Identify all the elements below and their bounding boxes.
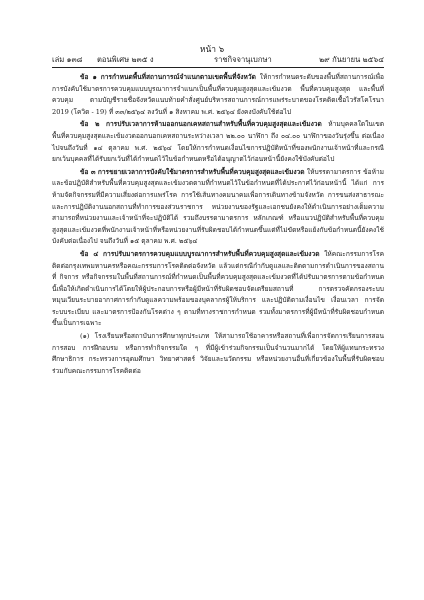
subclause-1-number: (๑)	[80, 332, 90, 341]
clause-3	[52, 167, 384, 248]
clause-4	[52, 249, 384, 330]
subclause-1	[52, 331, 384, 377]
header-gazette-name: ราชกิจจานุเบกษา	[214, 55, 272, 64]
header-volume: เล่ม ๑๓๘	[52, 55, 83, 64]
subclause-1-text: โรงเรียนหรือสถาบันการศึกษาทุกประเภท ให้สามารถใช้อาคารหรือสถานที่เพื่อการจัดการเรียนการสอน การสอบ การฝึกอบรม หรือการทำกิจกรรมใด ๆ ที่มีผู้เข้าร่วมกิจกรรมเป็นจำนวนมากได้ โดยให้ผู้แทนกระทรวงศึกษาธิการ กระทรวงการอุดมศึกษา วิทยาศาสตร์ วิจัยและนวัตกรรม หรือหน่วยงานอื่นที่เกี่ยวข้องในพื้นที่รับผิดชอบ ร่วมกับคณะกรรมการโรคติดต่อ	[52, 332, 384, 375]
clause-2-text: ห้ามบุคคลใดในเขตพื้นที่ควบคุมสูงสุดและเข้มงวดออกนอกเคหสถานระหว่างเวลา ๒๒.๐๐ นาฬิกา ถึง ๐๔.๐๐ นาฬิกาของวันรุ่งขึ้น ต่อเนื่องไปจนถึงวันที่ ๑๔ ตุลาคม พ.ศ. ๒๕๖๔ โดยให้การกำหนดเงื่อนไขการปฏิบัติหน้าที่ของพนักงานเจ้าหน้าที่และกรณียกเว้นบุคคลที่ได้รับยกเว้นที่ได้กำหนดไว้ในข้อกำหนดหรือได้อนุญาตไว้ก่อนหน้านี้ยังคงใช้บังคับต่อไป	[52, 120, 384, 164]
clause-3-text: ให้บรรดามาตรการ ข้อห้าม และข้อปฏิบัติสำหรับพื้นที่ควบคุมสูงสุดและเข้มงวดตามที่กำหนดไว้ในข้อกำหนดที่ได้ประกาศไว้ก่อนหน้านี้ ได้แก่ การห้ามจัดกิจกรรมที่มีความเสี่ยงต่อการแพร่โรค การใช้เส้นทางคมนาคมเพื่อการเดินทางข้ามจังหวัด การขนส่งสาธารณะ และการปฏิบัติงานนอกสถานที่ทำการของส่วนราชการ หน่วยงานของรัฐและเอกชนยังคงให้ดำเนินการอย่างเต็มความสามารถที่หน่วยงานและเจ้าหน้าที่จะปฏิบัติได้ รวมถึงบรรดามาตรการ หลักเกณฑ์ หรือแนวปฏิบัติสำหรับพื้นที่ควบคุมสูงสุดและเข้มงวดที่พนักงานเจ้าหน้าที่หรือหน่วยงานที่รับผิดชอบได้กำหนดขึ้นแต่ที่ไม่ขัดหรือแย้งกับข้อกำหนดนี้ยังคงใช้บังคับต่อเนื่องไป จนถึงวันที่ ๑๕ ตุลาคม พ.ศ. ๒๕๖๔	[52, 167, 384, 246]
clause-4-title: การปรับมาตรการควบคุมแบบบูรณาการสำหรับพื้นที่ควบคุมสูงสุดและเข้มงวด	[103, 249, 320, 258]
header-part: ตอนพิเศษ ๒๓๕ ง	[97, 55, 154, 64]
document-body	[52, 72, 384, 377]
clause-2-number: ข้อ ๒	[80, 120, 100, 129]
clause-1	[52, 72, 384, 118]
clause-2	[52, 119, 384, 165]
clause-4-number: ข้อ ๔	[80, 249, 99, 258]
clause-3-number: ข้อ ๓	[80, 167, 96, 176]
header-divider	[52, 67, 384, 68]
clause-1-title: การกำหนดพื้นที่สถานการณ์จำแนกตามเขตพื้นที่จังหวัด	[100, 73, 256, 81]
clause-1-number: ข้อ ๑	[80, 73, 97, 81]
page-number: หน้า ๖	[199, 45, 225, 55]
clause-1-text: ให้การกำหนดระดับของพื้นที่สถานการณ์เพื่อการบังคับใช้มาตรการควบคุมแบบบูรณาการจำแนกเป็นพื้นที่ควบคุมสูงสุดและเข้มงวด พื้นที่ควบคุมสูงสุด และพื้นที่ควบคุม ตามบัญชีรายชื่อจังหวัดแนบท้ายคำสั่งศูนย์บริหารสถานการณ์การแพร่ระบาดของโรคติดเชื้อไวรัสโคโรนา 2019 (โควิด - 19) ที่ ๓๓/๒๕๖๔ ลงวันที่ ๑ สิงหาคม พ.ศ. ๒๕๖๔ ยังคงบังคับใช้ต่อไป	[52, 73, 384, 116]
clause-4-text: ให้คณะกรรมการโรคติดต่อกรุงเทพมหานครหรือคณะกรรมการโรคติดต่อจังหวัด แล้วแต่กรณีกำกับดูแลและติดตามการดำเนินการของสถานที่ กิจการ หรือกิจกรรมในพื้นที่สถานการณ์ที่กำหนดเป็นพื้นที่ควบคุมสูงสุดและเข้มงวดที่ได้ปรับมาตรการตามข้อกำหนดนี้เพื่อให้เกิดดำเนินการได้โดยให้ผู้ประกอบการหรือผู้มีหน้าที่รับผิดชอบจัดเตรียมสถานที่ การตรวจคัดกรองระบบหมุนเวียนระบายอากาศการกำกับดูแลความพร้อมของบุคลากรผู้ให้บริการ และปฏิบัติตามเงื่อนไข เงื่อนเวลา การจัดระบบระเบียบ และมาตรการป้องกันโรคต่าง ๆ ตามที่ทางราชการกำหนด รวมทั้งมาตรการที่ผู้มีหน้าที่รับผิดชอบกำหนดขึ้นเป็นการเฉพาะ	[52, 249, 384, 328]
clause-3-title: การขยายเวลาการบังคับใช้มาตรการสำหรับพื้นที่ควบคุมสูงสุดและเข้มงวด	[97, 167, 305, 176]
clause-2-title: การปรับเวลาการห้ามออกนอกเคหสถานสำหรับพื้นที่ควบคุมสูงสุดและเข้มงวด	[105, 120, 322, 129]
gazette-header	[52, 54, 384, 66]
header-date: ๒๙ กันยายน ๒๕๖๔	[319, 55, 384, 64]
